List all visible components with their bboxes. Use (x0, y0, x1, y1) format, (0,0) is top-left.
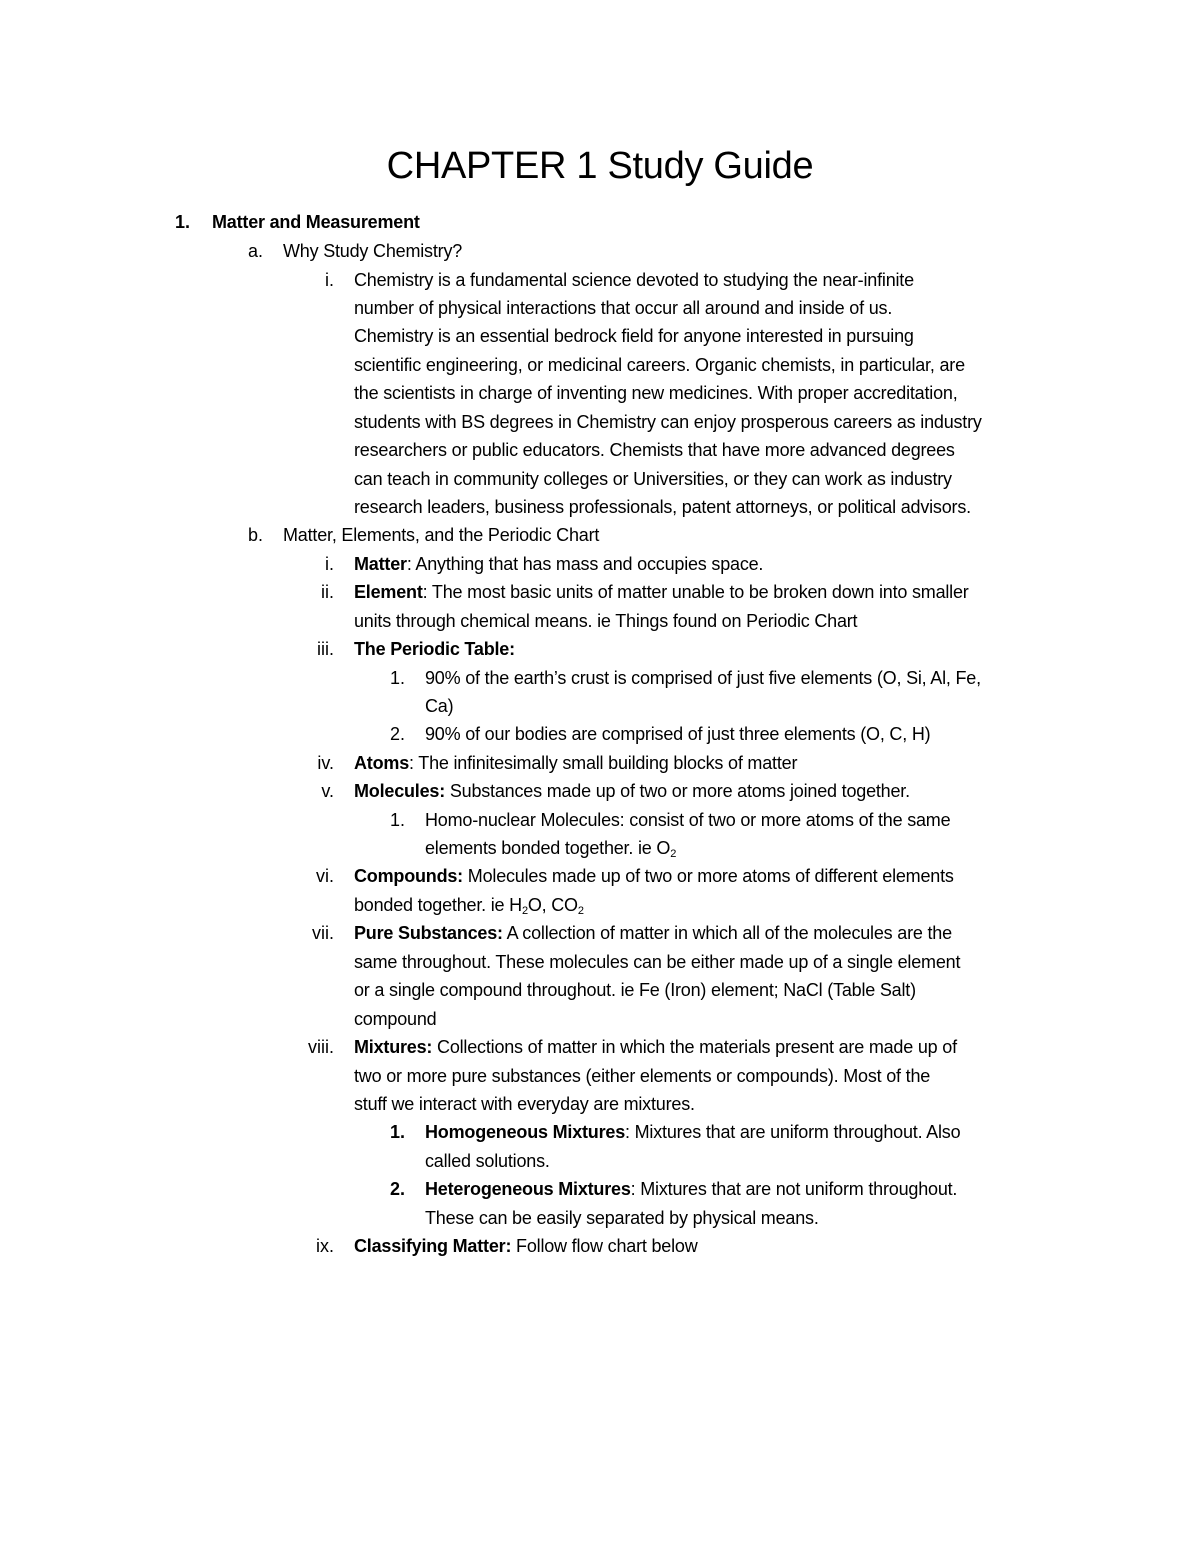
paragraph-line: Chemistry is a fundamental science devoted to studying the near-infinite (354, 270, 914, 290)
definition-term: Homogeneous Mixtures (425, 1122, 626, 1142)
formula-text: bonded together. ie H (354, 895, 522, 915)
definition-text: : The most basic units of matter unable to be broken down into smaller (422, 582, 969, 602)
definition-term: Classifying Matter: (354, 1236, 512, 1256)
paragraph-line: compound (354, 1009, 437, 1029)
paragraph-line: same throughout. These molecules can be either made up of a single element (354, 952, 961, 972)
list-item-continuation (425, 834, 676, 863)
list-item-continuation: These can be easily separated by physical means. (425, 1208, 819, 1228)
list-item: 90% of our bodies are comprised of just three elements (O, C, H) (425, 724, 931, 744)
item-marker: i. (325, 270, 334, 290)
definition-compounds (354, 862, 954, 891)
paragraph-line: students with BS degrees in Chemistry can enjoy prosperous careers as industry (354, 412, 982, 432)
subsection-marker: a. (247, 241, 263, 261)
definition-term: Heterogeneous Mixtures (425, 1179, 631, 1199)
subscript: 2 (670, 848, 677, 860)
definition-pure-substances (354, 919, 952, 948)
definition-text: : Mixtures that are not uniform throughout. (630, 1179, 958, 1199)
section-heading: Matter and Measurement (212, 212, 420, 232)
item-marker: vi. (316, 866, 334, 886)
definition-term: Compounds: (354, 866, 463, 886)
list-marker: 2. (389, 1179, 405, 1199)
definition-term: Pure Substances: (354, 923, 503, 943)
section-marker: 1. (174, 212, 190, 232)
definition-term: Mixtures: (354, 1037, 433, 1057)
paragraph-line: stuff we interact with everyday are mixtures. (354, 1094, 695, 1114)
definition-text: Follow flow chart below (511, 1236, 698, 1256)
paragraph-line: researchers or public educators. Chemists that have more advanced degrees (354, 440, 955, 460)
definition-mixtures (354, 1033, 957, 1062)
definition-text: : Mixtures that are uniform throughout. Also (625, 1122, 961, 1142)
definition-classifying (354, 1232, 698, 1261)
item-marker: ii. (321, 582, 334, 602)
definition-term: Atoms (354, 753, 410, 773)
paragraph-line: two or more pure substances (either elements or compounds). Most of the (354, 1066, 931, 1086)
item-marker: iii. (317, 639, 334, 659)
paragraph-line: the scientists in charge of inventing new medicines. With proper accreditation, (354, 383, 958, 403)
definition-text: Substances made up of two or more atoms joined together. (445, 781, 910, 801)
list-item: Homo-nuclear Molecules: consist of two or more atoms of the same (425, 810, 951, 830)
paragraph-line: or a single compound throughout. ie Fe (Iron) element; NaCl (Table Salt) (354, 980, 916, 1000)
item-marker: iv. (317, 753, 334, 773)
subsection-heading: Why Study Chemistry? (283, 241, 463, 261)
paragraph-line: scientific engineering, or medicinal careers. Organic chemists, in particular, are (354, 355, 965, 375)
formula-text: O, CO (527, 895, 578, 915)
definition-homogeneous (425, 1118, 960, 1147)
definition-molecules (354, 777, 910, 806)
definition-element (354, 578, 969, 607)
list-marker: 1. (389, 668, 405, 688)
definition-term: Molecules: (354, 781, 446, 801)
item-marker: ix. (316, 1236, 334, 1256)
subscript: 2 (521, 905, 528, 917)
definition-heterogeneous (425, 1175, 957, 1204)
definition-text: A collection of matter in which all of the molecules are the (502, 923, 952, 943)
subsection-marker: b. (247, 525, 263, 545)
subscript: 2 (577, 905, 584, 917)
document-title: CHAPTER 1 Study Guide (386, 145, 814, 187)
definition-text: : Anything that has mass and occupies space. (406, 554, 764, 574)
list-item-continuation: Ca) (425, 696, 454, 716)
definition-matter (354, 550, 763, 579)
definition-term: Matter (354, 554, 407, 574)
paragraph-line: research leaders, business professionals, patent attorneys, or political advisors. (354, 497, 971, 517)
item-marker: v. (321, 781, 334, 801)
formula-text: elements bonded together. ie O (425, 838, 671, 858)
list-item: 90% of the earth’s crust is comprised of just five elements (O, Si, Al, Fe, (425, 668, 981, 688)
paragraph-line: can teach in community colleges or Universities, or they can work as industry (354, 469, 952, 489)
list-item-continuation: called solutions. (425, 1151, 550, 1171)
definition-text: Molecules made up of two or more atoms of different elements (462, 866, 954, 886)
definition-term: The Periodic Table: (354, 639, 515, 659)
definition-atoms (354, 749, 797, 778)
subsection-heading: Matter, Elements, and the Periodic Chart (283, 525, 600, 545)
definition-text: Collections of matter in which the materials present are made up of (432, 1037, 957, 1057)
item-marker: i. (325, 554, 334, 574)
list-marker: 1. (389, 1122, 405, 1142)
definition-term: Element (354, 582, 423, 602)
paragraph-line: Chemistry is an essential bedrock field for anyone interested in pursuing (354, 326, 914, 346)
paragraph-line: units through chemical means. ie Things found on Periodic Chart (354, 611, 858, 631)
definition-text: : The infinitesimally small building blocks of matter (409, 753, 798, 773)
list-marker: 1. (389, 810, 405, 830)
paragraph-line: number of physical interactions that occur all around and inside of us. (354, 298, 893, 318)
paragraph-line (354, 891, 584, 920)
item-marker: vii. (312, 923, 334, 943)
item-marker: viii. (308, 1037, 334, 1057)
list-marker: 2. (389, 724, 405, 744)
